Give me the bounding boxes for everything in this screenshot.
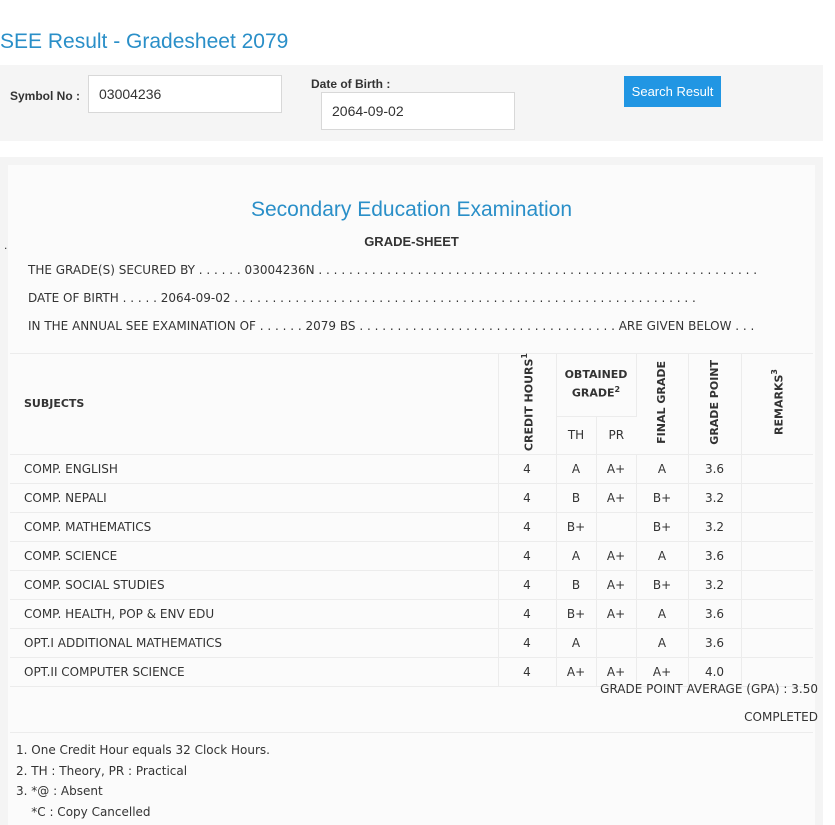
final-cell: A: [636, 629, 688, 658]
subject-cell: OPT.I ADDITIONAL MATHEMATICS: [10, 629, 498, 658]
col-obtained-grade: OBTAINED GRADE$^2$: [556, 353, 636, 416]
subject-cell: COMP. HEALTH, POP & ENV EDU: [10, 600, 498, 629]
footnote: 2. TH : Theory, PR : Practical: [16, 763, 188, 778]
gp-cell: 3.6: [688, 542, 741, 571]
pr-cell: A+: [596, 571, 636, 600]
dob-input[interactable]: 2064-09-02: [321, 92, 515, 130]
search-panel: [0, 65, 823, 141]
gradesheet-title: GRADE-SHEET: [364, 234, 459, 249]
col-th: TH: [556, 416, 596, 454]
th-cell: A+: [556, 658, 596, 687]
pr-cell: A+: [596, 455, 636, 484]
exam-title: Secondary Education Examination: [250, 198, 573, 221]
gp-cell: 3.6: [688, 455, 741, 484]
pr-cell: A+: [596, 600, 636, 629]
symbol-input[interactable]: 03004236: [88, 75, 282, 113]
th-cell: A: [556, 455, 596, 484]
col-remarks: REMARKS$^3$: [741, 353, 813, 455]
th-cell: A: [556, 629, 596, 658]
credit-cell: 4: [498, 629, 556, 658]
pr-cell: [596, 629, 636, 658]
table-row: [10, 542, 813, 571]
remarks-cell: [741, 542, 813, 571]
gp-cell: 4.0: [688, 658, 741, 687]
credit-cell: 4: [498, 455, 556, 484]
gp-cell: 3.2: [688, 484, 741, 513]
search-result-button[interactable]: Search Result: [624, 76, 721, 107]
credit-cell: 4: [498, 600, 556, 629]
subject-cell: COMP. SOCIAL STUDIES: [10, 571, 498, 600]
gp-cell: 3.2: [688, 513, 741, 542]
symbol-label: Symbol No :: [10, 89, 81, 103]
grades-table: [10, 353, 813, 687]
credit-cell: 4: [498, 513, 556, 542]
th-cell: B+: [556, 513, 596, 542]
status-completed: COMPLETED: [744, 710, 818, 724]
remarks-cell: [741, 600, 813, 629]
table-row: [10, 455, 813, 484]
remarks-cell: [741, 629, 813, 658]
credit-cell: 4: [498, 542, 556, 571]
gp-cell: 3.2: [688, 571, 741, 600]
final-cell: A: [636, 600, 688, 629]
stray-dot: .: [4, 238, 8, 252]
final-cell: A: [636, 542, 688, 571]
remarks-cell: [741, 455, 813, 484]
table-row: [10, 600, 813, 629]
table-row: [10, 513, 813, 542]
col-subjects: SUBJECTS: [10, 353, 498, 455]
subject-cell: COMP. SCIENCE: [10, 542, 498, 571]
gpa-line: GRADE POINT AVERAGE (GPA) : 3.50: [600, 682, 818, 696]
exam-line: IN THE ANNUAL SEE EXAMINATION OF . . . . . . 2079 BS . . . . . . . . . . . . . . . . . . . . . . . . . . . . . . . . . . ARE GIVEN BELOW . . .: [28, 319, 755, 333]
subject-cell: COMP. MATHEMATICS: [10, 513, 498, 542]
page-title: SEE Result - Gradesheet 2079: [0, 30, 289, 53]
table-row: [10, 484, 813, 513]
remarks-cell: [741, 484, 813, 513]
gp-cell: 3.6: [688, 629, 741, 658]
footnotes: [16, 740, 270, 822]
col-grade-point: GRADE POINT: [688, 353, 741, 455]
col-credit-hours: CREDIT HOURS$^1$: [498, 353, 556, 455]
dob-label: Date of Birth :: [311, 77, 391, 91]
remarks-cell: [741, 513, 813, 542]
credit-cell: 4: [498, 571, 556, 600]
dob-line: DATE OF BIRTH . . . . . 2064-09-02 . . . . . . . . . . . . . . . . . . . . . . . . . . . . . . . . . . . . . . . . . . . . . . . . . . . . . . . . . . . . .: [28, 291, 696, 305]
notes-divider: [10, 732, 813, 733]
credit-cell: 4: [498, 484, 556, 513]
subject-cell: OPT.II COMPUTER SCIENCE: [10, 658, 498, 687]
credit-cell: 4: [498, 658, 556, 687]
pr-cell: A+: [596, 484, 636, 513]
col-final-grade: FINAL GRADE: [636, 353, 688, 455]
th-cell: B: [556, 484, 596, 513]
table-row: [10, 629, 813, 658]
subject-cell: COMP. ENGLISH: [10, 455, 498, 484]
footnote: 1. One Credit Hour equals 32 Clock Hours.: [16, 743, 270, 757]
th-cell: A: [556, 542, 596, 571]
remarks-cell: [741, 571, 813, 600]
final-cell: B+: [636, 571, 688, 600]
col-pr: PR: [596, 416, 636, 454]
pr-cell: [596, 513, 636, 542]
table-row: [10, 571, 813, 600]
footnote: *C : Copy Cancelled: [16, 804, 151, 819]
footnote: 3. *@ : Absent: [16, 784, 103, 798]
final-cell: A+: [636, 658, 688, 687]
gp-cell: 3.6: [688, 600, 741, 629]
pr-cell: A+: [596, 542, 636, 571]
subject-cell: COMP. NEPALI: [10, 484, 498, 513]
th-cell: B: [556, 571, 596, 600]
final-cell: B+: [636, 484, 688, 513]
final-cell: A: [636, 455, 688, 484]
th-cell: B+: [556, 600, 596, 629]
final-cell: B+: [636, 513, 688, 542]
secured-by-line: THE GRADE(S) SECURED BY . . . . . . 03004236N . . . . . . . . . . . . . . . . . . . . . . . . . . . . . . . . . . . . . . . . . . . . . . . . . . . . . . . . . .: [28, 263, 758, 277]
pr-cell: A+: [596, 658, 636, 687]
